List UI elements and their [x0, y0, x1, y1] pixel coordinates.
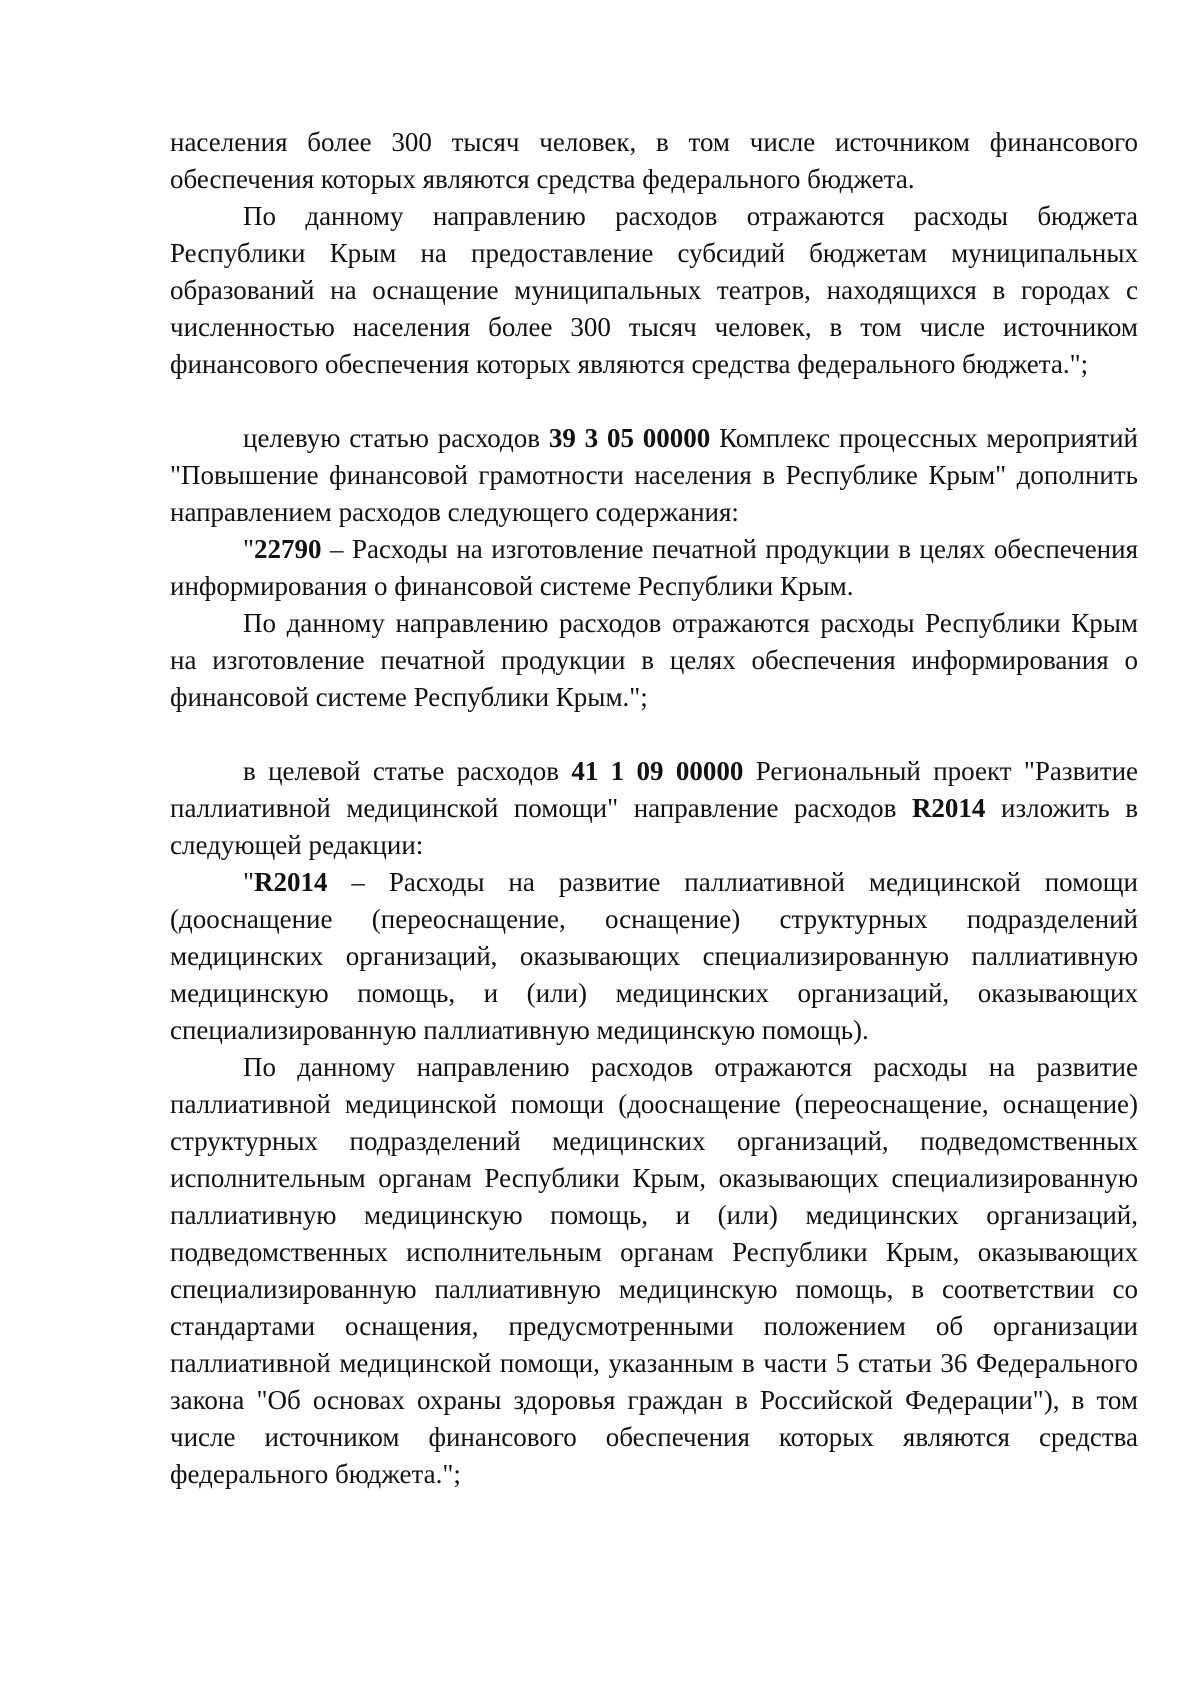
document-body: [170, 124, 1138, 1493]
paragraph-direction-22790: [170, 531, 1138, 605]
target-article-code: 39 3 05 00000: [548, 423, 711, 453]
paragraph-body-text: Комплекс процессных мероприятий "Повышение финансовой грамотности населения в Республике Крым" дополнить направлением расходов следующего содержания:: [170, 423, 1138, 527]
paragraph-middle-text: Региональный проект "Развитие паллиативной медицинской помощи" направление расходов: [170, 756, 1138, 823]
paragraph-lead-text: целевую статью расходов: [243, 423, 549, 453]
paragraph-target-article-39: [170, 420, 1138, 531]
paragraph-direction-r2014: [170, 864, 1138, 1049]
paragraph-target-article-41: [170, 753, 1138, 864]
opening-quote: ": [243, 867, 255, 897]
paragraph-expense-description-theatres: По данному направлению расходов отражаются расходы бюджета Республики Крым на предоставление субсидий бюджетам муниципальных образований на оснащение муниципальных театров, находящихся в городах с численностью населения более 300 тысяч человек, в том числе источником финансового обеспечения которых являются средства федерального бюджета.";: [170, 201, 1138, 379]
opening-quote: ": [243, 534, 255, 564]
paragraph-lead-text: в целевой статье расходов: [243, 756, 572, 786]
paragraph-body-text: изложить в следующей редакции:: [170, 793, 1138, 860]
direction-code: 22790: [254, 534, 322, 564]
paragraph-expense-description-printing: По данному направлению расходов отражаются расходы Республики Крым на изготовление печатной продукции в целях обеспечения информирования о финансовой системе Республики Крым.";: [170, 608, 1138, 712]
direction-code: R2014: [911, 793, 986, 823]
paragraph-expense-description-palliative: По данному направлению расходов отражаются расходы на развитие паллиативной медицинской помощи (дооснащение (переоснащение, оснащение) структурных подразделений медицинских организаций, подведомственных исполнительным органам Республики Крым, оказывающих специализированную паллиативную медицинскую помощь, и (или) медицинских организаций, подведомственных исполнительным органам Республики Крым, оказывающих специализированную паллиативную медицинскую помощь, в соответствии со стандартами оснащения, предусмотренными положением об организации паллиативной медицинской помощи, указанным в части 5 статьи 36 Федерального закона "Об основах охраны здоровья граждан в Российской Федерации"), в том числе источником финансового обеспечения которых являются средства федерального бюджета.";: [170, 1052, 1138, 1489]
paragraph-spacer: [170, 716, 1138, 753]
paragraph-body-text: – Расходы на изготовление печатной продукции в целях обеспечения информирования о финансовой системе Республики Крым.: [170, 534, 1138, 601]
target-article-code: 41 1 09 00000: [571, 756, 744, 786]
paragraph-continuation: населения более 300 тысяч человек, в том числе источником финансового обеспечения которых являются средства федерального бюджета.: [170, 127, 1138, 194]
direction-code: R2014: [254, 867, 328, 897]
paragraph-body-text: – Расходы на развитие паллиативной медицинской помощи (дооснащение (переоснащение, оснащение) структурных подразделений медицинских организаций, оказывающих специализированную паллиативную медицинскую помощь, и (или) медицинских организаций, оказывающих специализированную паллиативную медицинскую помощь).: [170, 867, 1138, 1045]
paragraph-spacer: [170, 383, 1138, 420]
